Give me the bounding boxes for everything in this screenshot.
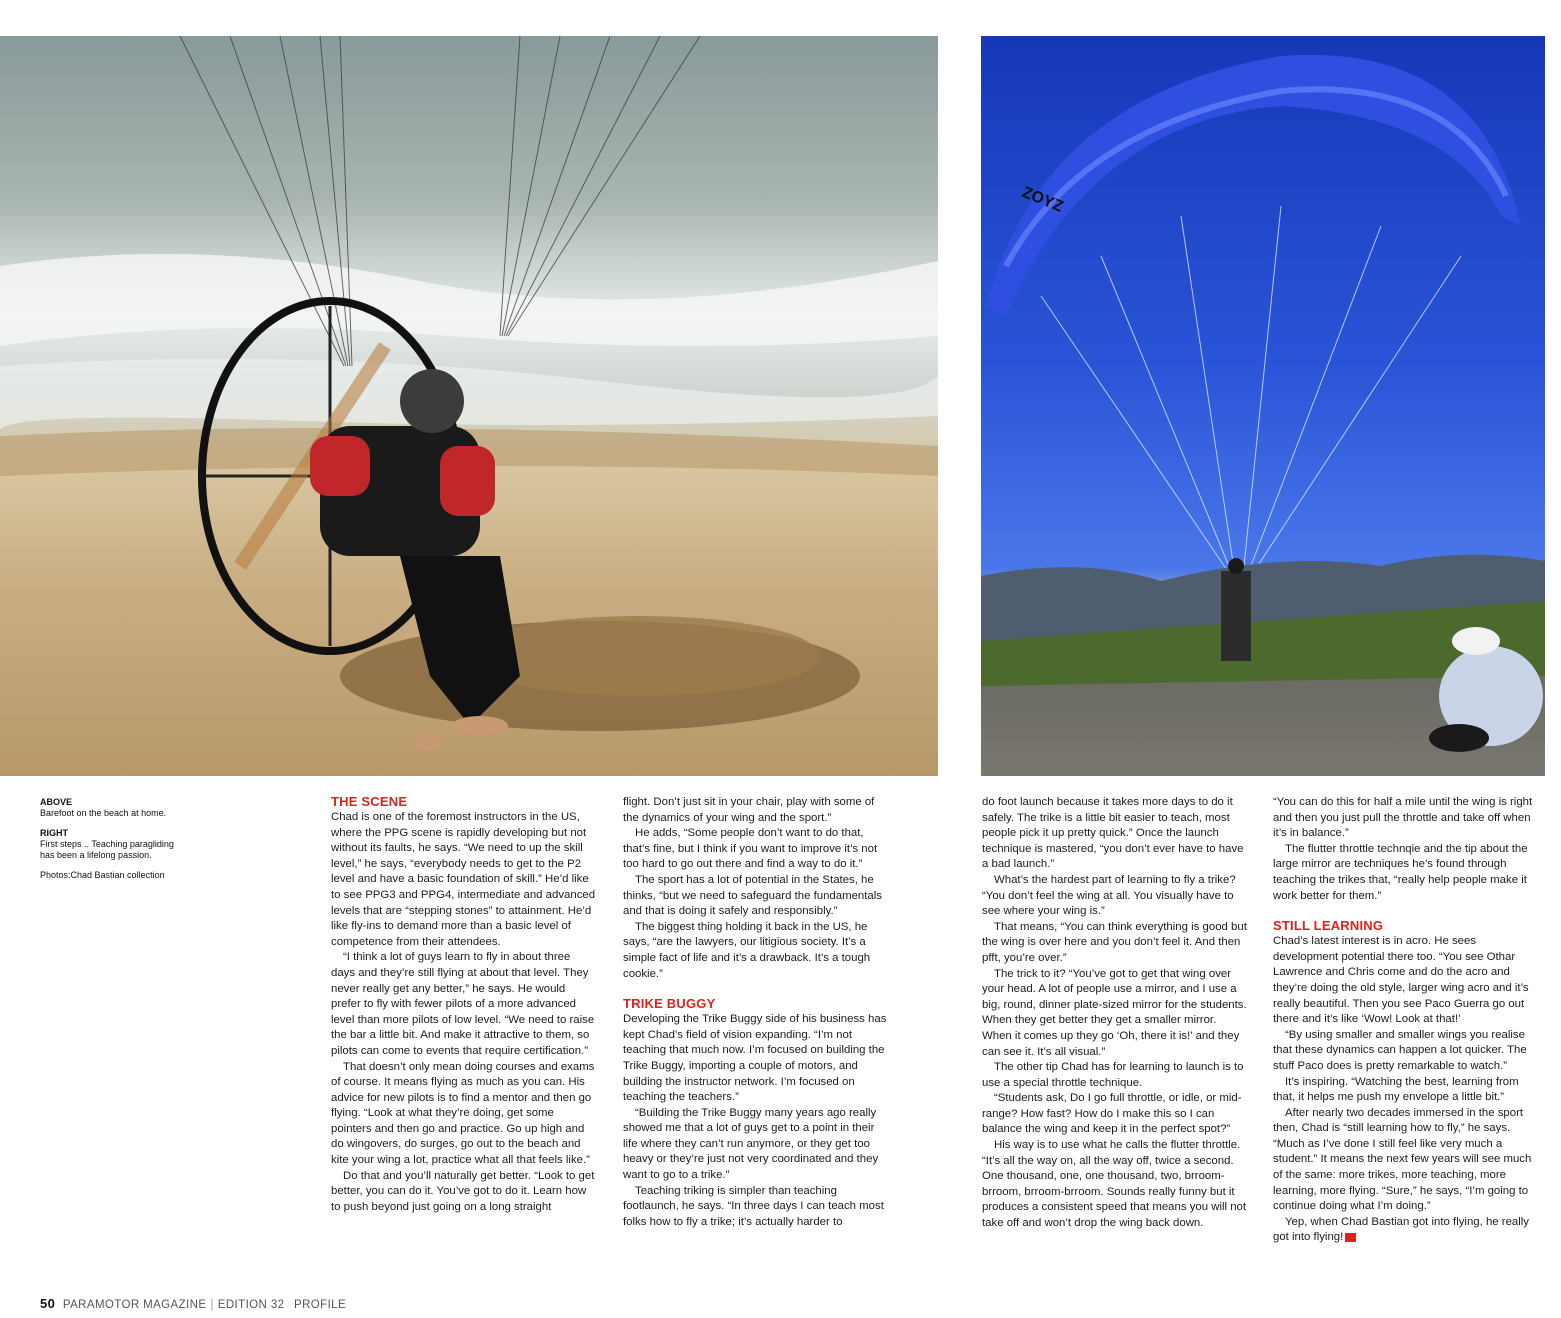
photo-beach-paramotor-launch: [0, 36, 938, 776]
paragraph: Developing the Trike Buggy side of his business has kept Chad’s field of vision expanding. “I’m not teaching that much now. I’m focused on building the Trike Buggy, importing a couple of motors, and building the instructor network. I’m focused on teaching the teachers.”: [623, 1013, 887, 1104]
edition-label: EDITION 32: [217, 1299, 285, 1311]
magazine-name: PARAMOTOR MAGAZINE: [62, 1299, 207, 1311]
paragraph: Yep, when Chad Bastian got into flying, he really got into flying!: [1273, 1215, 1530, 1244]
paragraph: It’s inspiring. “Watching the best, learning from that, it helps me push my envelope a little bit.”: [1273, 1075, 1519, 1104]
section-label: PROFILE: [294, 1299, 347, 1311]
paragraph: “By using smaller and smaller wings you realise that these dynamics can happen a lot quicker. The stuff Paco does is pretty remarkable to watch.”: [1273, 1028, 1527, 1072]
paragraph: That doesn’t only mean doing courses and exams of course. It means flying as much as you can. His advice for new pilots is to find a mentor and then go flying. “Look at what they’re doing, get some pointers and then go and practice. Go up high and do wingovers, do surges, go out to the beach and kite your wing a lot, practice what all that feels like.”: [331, 1060, 595, 1167]
photo-credit: Photos:Chad Bastian collection: [40, 870, 165, 880]
photo-captions: [40, 797, 190, 890]
paragraph: The trick to it? “You’ve got to get that wing over your head. A lot of people use a mirror, and I use a big, round, dinner plate-sized mirror for the students. When they get better they get a smaller mirror. When it comes up they go ‘Oh, there it is!’ and they can see it. It’s all visual.”: [982, 967, 1247, 1058]
end-mark-icon: [1345, 1233, 1356, 1242]
paragraph: What’s the hardest part of learning to fly a trike? “You don’t feel the wing at all. You visually have to see where your wing is.”: [982, 873, 1236, 918]
paragraph: After nearly two decades immersed in the sport then, Chad is “still learning how to fly,” he says. “Much as I’ve done I still feel like very much a student.” It means the next few years will see much of the same: more trikes, more teaching, more learning, more flying. “Sure,” he says, “I’m going to continue doing what I’m doing.”: [1273, 1106, 1532, 1213]
paragraph: Chad is one of the foremost instructors in the US, where the PPG scene is rapidly developing but not without its faults, he says. “We need to up the skill level,” he says, “everybody needs to get to the P2 level and have a basic foundation of skill.” He’d like to see PPG3 and PPG4, intermediate and advanced levels that are “stepping stones” to attainment. He’d like fly-ins to demand more than a basic level of competence from their attendees.: [331, 811, 596, 948]
photo-field-wing-kiting: [981, 36, 1545, 776]
caption-right-label: RIGHT: [40, 828, 68, 838]
section-heading-trike-buggy: TRIKE BUGGY: [623, 996, 716, 1012]
paragraph: The other tip Chad has for learning to launch is to use a special throttle technique.: [982, 1061, 1244, 1089]
paragraph: Teaching triking is simpler than teaching footlaunch, he says. “In three days I can teach most folks how to fly a trike; it’s actually harder to: [623, 1184, 884, 1228]
folio-divider: |: [210, 1299, 214, 1311]
section-heading-still-learning: STILL LEARNING: [1273, 918, 1384, 934]
paragraph: do foot launch because it takes more days to do it safely. The trike is a little bit easier to teach, most people pick it up pretty quick.” Once the launch technique is mastered, “you don’t ever have to have a bad launch.”: [982, 796, 1244, 871]
caption-above-label: ABOVE: [40, 797, 73, 807]
paragraph: “Students ask, Do I go full throttle, or idle, or mid-range? How fast? How do I make this so I can balance the wing and keep it in the perfect spot?”: [982, 1092, 1242, 1136]
paragraph: flight. Don’t just sit in your chair, play with some of the dynamics of your wing and the sport.”: [623, 796, 875, 824]
paragraph: He adds, “Some people don’t want to do that, that’s fine, but I think if you want to improve it’s not too hard to go out there and find a way to do it.”: [623, 827, 878, 871]
paragraph: Chad’s latest interest is in acro. He sees development potential there too. “You see Othar Lawrence and Chris come and do the acro and they’re doing the old style, larger wing acro and it’s really beautiful. Then you see Paco Guerra go out there and it’s like ‘Wow! Look at that!’: [1273, 935, 1529, 1026]
article-column-1: [331, 794, 597, 1215]
caption-above-text: Barefoot on the beach at home.: [40, 808, 167, 818]
article-column-2: [623, 795, 889, 1230]
section-heading-the-scene: THE SCENE: [331, 794, 408, 809]
article-column-3: [982, 795, 1248, 1232]
paragraph: “I think a lot of guys learn to fly in about three days and they’re still flying at about that level. They never really get any better,” he says. He would prefer to fly with fewer pilots of a more advanced level than more pilots of low level. “We need to raise the bar a little bit. And make it attractive to them, so pilots can come to events that require certification.”: [331, 951, 595, 1057]
paragraph: His way is to use what he calls the flutter throttle. “It’s all the way on, all the way off, twice a second. One thousand, one, one thousand, two, brroom-brroom, brroom-brroom. Sounds really funny but it produces a consistent speed that means you will not take off and won’t drop the wing back down.: [982, 1139, 1247, 1230]
paragraph: “Building the Trike Buggy many years ago really showed me that a lot of guys get to a point in their life where they can’t run anymore, or they get too heavy or they’re just not very coordinated and they want to go to a trike.”: [623, 1106, 879, 1182]
paragraph: That means, “You can think everything is good but the wing is over here and you don’t feel it. And then pfft, you’re over.”: [982, 920, 1247, 964]
paragraph: Do that and you’ll naturally get better. “Look to get better, you can do it. You’ve got to do it. Learn how to push beyond just going on a long straight: [331, 1169, 595, 1213]
paragraph: The biggest thing holding it back in the US, he says, “are the lawyers, our litigious society. It’s a simple fact of life and it’s a drawback. It’s a tough cookie.”: [623, 920, 871, 980]
paragraph: The sport has a lot of potential in the States, he thinks, “but we need to safeguard the fundamentals and that is doing it safely and responsibly.”: [623, 873, 882, 918]
page-number: 50: [40, 1296, 56, 1311]
field-scene-illustration: [981, 36, 1545, 776]
paragraph: “You can do this for half a mile until the wing is right and then you just pull the throttle and take off when it’s in balance.”: [1273, 796, 1533, 840]
article-column-4: [1273, 795, 1539, 1246]
page-folio: [40, 1296, 346, 1311]
wing-lettering: ZOYZ: [1019, 183, 1066, 216]
beach-scene-illustration: [0, 36, 938, 776]
paragraph: The flutter throttle technqie and the tip about the large mirror are techniques he’s found through teaching the trikes that, “really help people make it work better for them.”: [1273, 842, 1528, 902]
caption-right-text: First steps .. Teaching paragliding has been a lifelong passion.: [40, 839, 174, 860]
